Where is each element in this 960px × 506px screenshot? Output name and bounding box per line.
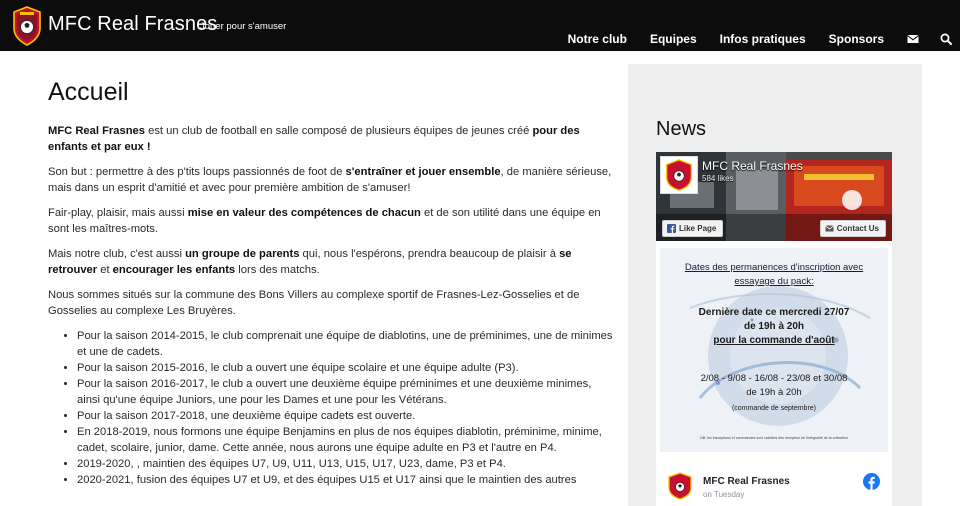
- like-page-button[interactable]: [662, 220, 723, 237]
- emphasis-text: un groupe de parents: [185, 248, 300, 260]
- history-list: [77, 328, 614, 488]
- contact-us-button[interactable]: [820, 220, 886, 237]
- club-crest-icon[interactable]: [12, 6, 42, 46]
- text: et de son utilité dans une équipe en sont les maîtres-mots.: [48, 207, 601, 235]
- paragraph-values: [48, 205, 614, 237]
- emphasis-text: s'entraîner et jouer ensemble: [345, 166, 501, 178]
- facebook-icon[interactable]: [863, 473, 880, 490]
- menu-item-equipes[interactable]: Equipes: [649, 31, 697, 46]
- text: de 19h à 20h: [743, 321, 805, 332]
- poster-dates: [660, 372, 888, 400]
- post-header: [664, 464, 884, 504]
- club-crest-icon: [660, 156, 698, 194]
- main-menu: [568, 0, 960, 51]
- facebook-page-name[interactable]: MFC Real Frasnes: [702, 159, 803, 173]
- facebook-icon: [667, 224, 676, 233]
- poster-footnote: NB: les inscriptions et commandes sont validées dès réception de l'intégralité de la cotisation: [700, 436, 848, 440]
- list-item: • Pour la saison 2015-2016, le club a ouvert une équipe scolaire et une équipe adulte (P3).: [77, 360, 614, 376]
- club-crest-icon[interactable]: [668, 472, 692, 500]
- facebook-cover[interactable]: [656, 152, 892, 241]
- facebook-page-widget[interactable]: [656, 152, 892, 506]
- poster-subnote: (commande de septembre): [731, 405, 817, 412]
- search-icon[interactable]: [940, 33, 952, 45]
- poster-heading: [660, 261, 888, 289]
- page-title: Accueil: [48, 78, 129, 106]
- text: Mais notre club, c'est aussi: [48, 248, 186, 260]
- intro-text: [48, 123, 614, 488]
- text: Dates des permanences d'inscription avec: [684, 262, 864, 273]
- site-title[interactable]: MFC Real Frasnes: [48, 13, 218, 35]
- list-item: • 2020-2021, fusion des équipes U7 et U9, et des équipes U15 et U17 ainsi que le maintien des autres: [77, 472, 614, 488]
- club-name-text: MFC Real Frasnes: [48, 125, 145, 137]
- like-page-label: Like Page: [679, 224, 717, 233]
- list-item: • Pour la saison 2017-2018, une deuxième équipe cadets est ouverte.: [77, 408, 614, 424]
- post-timestamp[interactable]: on Tuesday: [703, 490, 745, 499]
- text: Dernière date ce mercredi 27/07: [698, 307, 850, 318]
- text: essayage du pack:: [734, 276, 814, 287]
- paragraph-location: Nous sommes situés sur la commune des Bons Villers au complexe sportif de Frasnes-Lez-Gosselies et de Gosselies au complexe Les Bruyères.: [48, 289, 580, 317]
- menu-item-infos-pratiques[interactable]: Infos pratiques: [719, 31, 806, 46]
- paragraph-goal: [48, 164, 614, 196]
- list-item: • En 2018-2019, nous formons une équipe Benjamins en plus de nos équipes diablotin, préminime, minime, cadet, scolaire, junior, dame. Cette année, nous aurons une équipe adulte en P3 et l'autre en P4.: [77, 424, 614, 456]
- top-navbar: [0, 0, 960, 51]
- poster-deadline: [660, 306, 888, 348]
- paragraph-parents: [48, 246, 614, 278]
- text: et: [97, 264, 113, 276]
- text: est un club de football en salle composé de plusieurs équipes de jeunes créé: [145, 125, 533, 137]
- news-heading: News: [656, 118, 707, 140]
- text: 2/08 - 9/08 - 16/08 - 23/08 et 30/08: [700, 373, 848, 384]
- sidebar: [628, 64, 922, 506]
- envelope-icon: [825, 224, 834, 233]
- text: de 19h à 20h: [746, 387, 802, 398]
- text: Fair-play, plaisir, mais aussi: [48, 207, 188, 219]
- text: , de manière sérieuse, mais dans un esprit d'amitié et avec pour première ambition de s'amuser!: [48, 166, 612, 194]
- menu-item-sponsors[interactable]: Sponsors: [828, 31, 884, 46]
- list-item: • Pour la saison 2016-2017, le club a ouvert une deuxième équipe préminimes et une deuxième minimes, ainsi qu'une équipe Juniors, une pour les Dames et une pour les Vétérans.: [77, 376, 614, 408]
- list-item: • Pour la saison 2014-2015, le club comprenait une équipe de diablotins, une de préminimes, une de minimes et une de cadets.: [77, 328, 614, 360]
- text: qui, nous l'espérons, prendra beaucoup de plaisir à: [299, 248, 560, 260]
- menu-item-notre-club[interactable]: Notre club: [567, 31, 627, 46]
- paragraph-intro: [48, 123, 614, 155]
- envelope-icon[interactable]: [907, 33, 919, 45]
- post-author[interactable]: MFC Real Frasnes: [703, 476, 790, 487]
- emphasis-text: encourager les enfants: [112, 264, 236, 276]
- site-tagline: Jouer pour s'amuser: [200, 21, 287, 32]
- text: Son but : permettre à des p'tits loups passionnés de foot de: [48, 166, 346, 178]
- list-item: • 2019-2020, , maintien des équipes U7, U9, U11, U13, U15, U17, U23, dame, P3 et P4.: [77, 456, 614, 472]
- text: pour la commande d'août: [713, 335, 835, 346]
- emphasis-text: pour des enfants et par eux !: [48, 125, 580, 153]
- emphasis-text: se retrouver: [48, 248, 572, 276]
- facebook-likes-count: 584 likes: [702, 174, 734, 183]
- text: lors des matchs.: [235, 264, 320, 276]
- contact-us-label: Contact Us: [836, 224, 879, 233]
- post-image[interactable]: [660, 248, 888, 452]
- emphasis-text: mise en valeur des compétences de chacun: [187, 207, 421, 219]
